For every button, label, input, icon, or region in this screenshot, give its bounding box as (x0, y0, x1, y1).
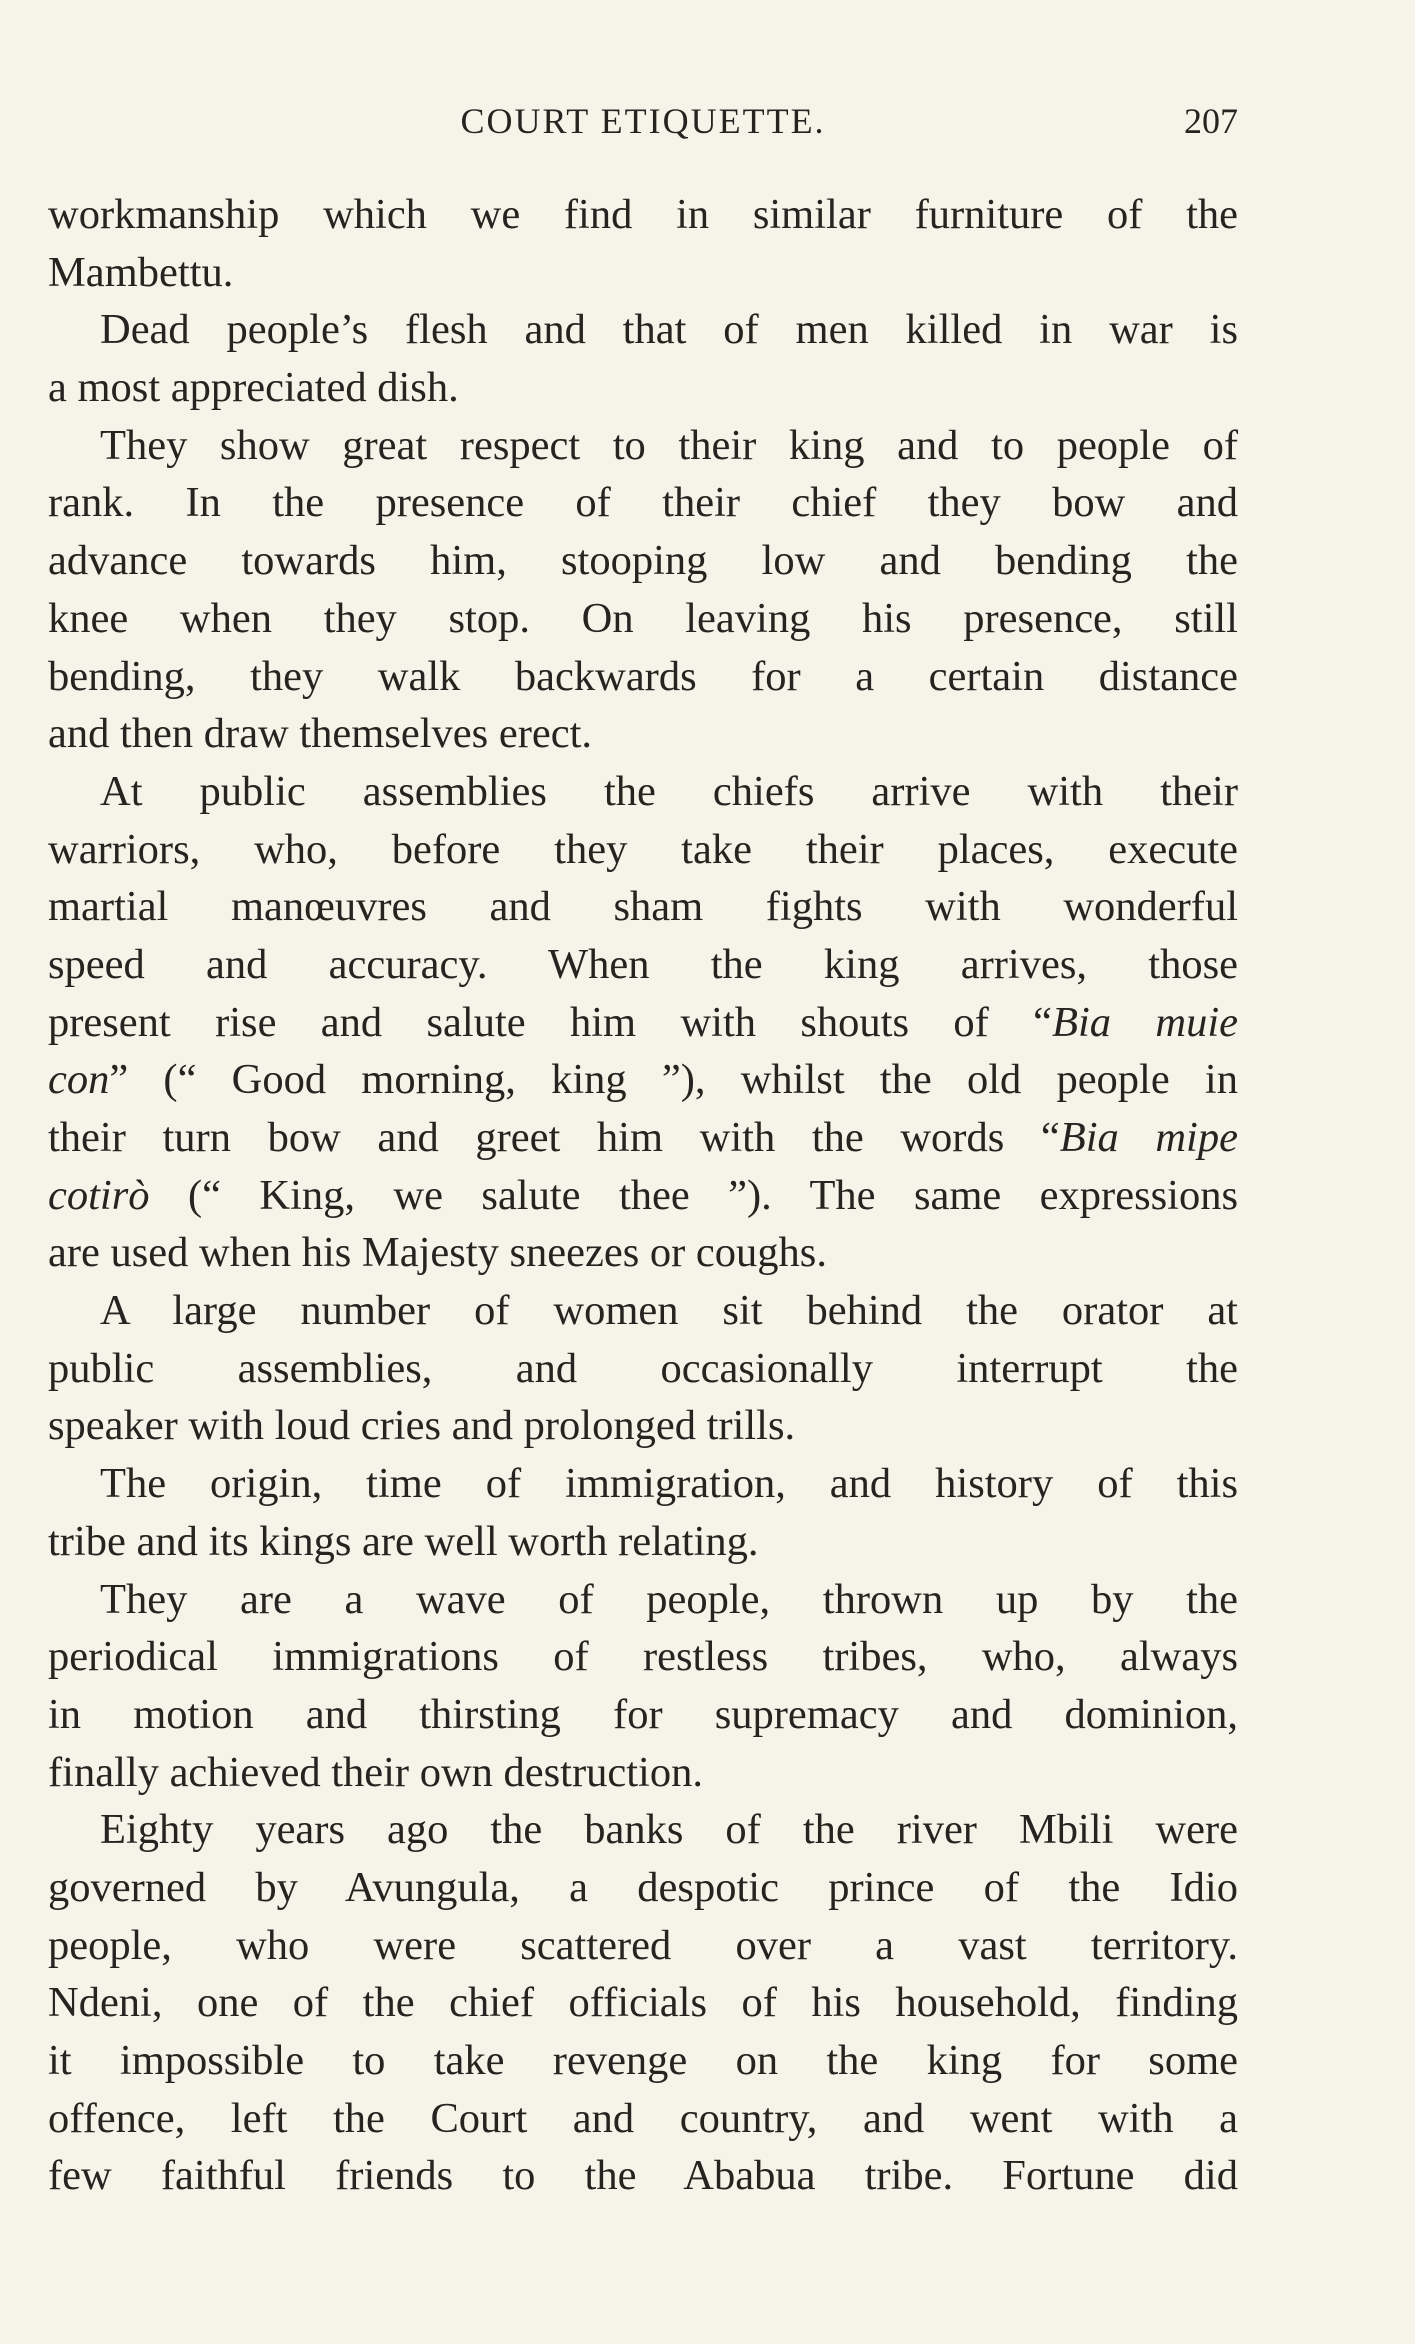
text-line: tribe and its kings are well worth relating. (48, 1517, 759, 1565)
text-line (48, 994, 1238, 1052)
text-line: knee when they stop. On leaving his presence, still (48, 594, 1238, 642)
text-line: public assemblies, and occasionally interrupt the (48, 1344, 1238, 1392)
text-line: martial manœuvres and sham fights with wonderful (48, 883, 1238, 931)
text-line: Dead people’s flesh and that of men killed in war is (100, 306, 1238, 354)
text-segment: ” (“ Good morning, king ”), whilst the old people in (109, 1056, 1238, 1104)
body-text (48, 186, 1238, 2205)
text-line: and then draw themselves erect. (48, 710, 593, 758)
page-header (48, 100, 1238, 160)
text-line: Eighty years ago the banks of the river Mbili were (100, 1806, 1238, 1854)
text-line: in motion and thirsting for supremacy and dominion, (48, 1690, 1238, 1738)
text-line (48, 1051, 1238, 1109)
text-line: speaker with loud cries and prolonged trills. (48, 1402, 796, 1450)
text-line: At public assemblies the chiefs arrive with their (100, 767, 1238, 815)
text-line (48, 1167, 1238, 1225)
text-line (48, 1109, 1238, 1167)
native-phrase: Bia mipe (1059, 1114, 1238, 1161)
text-segment: their turn bow and greet him with the words “ (48, 1114, 1060, 1161)
text-line: bending, they walk backwards for a certain distance (48, 652, 1238, 700)
text-line: periodical immigrations of restless tribes, who, always (48, 1633, 1238, 1681)
text-line: a most appreciated dish. (48, 364, 459, 412)
text-line: governed by Avungula, a despotic prince of the Idio (48, 1863, 1238, 1911)
text-line: finally achieved their own destruction. (48, 1748, 703, 1796)
text-line: warriors, who, before they take their places, execute (48, 825, 1238, 873)
text-line: They show great respect to their king and to people of (100, 421, 1238, 469)
text-line: advance towards him, stooping low and bending the (48, 537, 1238, 585)
text-line: are used when his Majesty sneezes or coughs. (48, 1229, 827, 1277)
text-line: people, who were scattered over a vast territory. (48, 1921, 1238, 1969)
native-phrase: con (48, 1056, 110, 1104)
text-segment: present rise and salute him with shouts of “ (48, 998, 1052, 1046)
text-line: rank. In the presence of their chief they bow and (48, 479, 1238, 527)
text-segment: (“ King, we salute thee ”). The same expressions (149, 1171, 1238, 1219)
page-number: 207 (1184, 101, 1238, 141)
native-phrase: Bia muie (1052, 998, 1238, 1046)
text-line: Mambettu. (48, 248, 234, 296)
text-line: The origin, time of immigration, and history of this (100, 1460, 1238, 1508)
text-line: workmanship which we find in similar furniture of the (48, 191, 1238, 238)
text-line: offence, left the Court and country, and went with a (48, 2094, 1238, 2142)
text-line: speed and accuracy. When the king arrives, those (48, 940, 1238, 988)
running-head: COURT ETIQUETTE. (460, 101, 826, 141)
text-line: it impossible to take revenge on the king for some (48, 2037, 1238, 2084)
text-line: few faithful friends to the Ababua tribe. Fortune did (48, 2152, 1238, 2200)
native-phrase: cotirò (48, 1171, 150, 1219)
text-line: Ndeni, one of the chief officials of his household, finding (48, 1979, 1238, 2027)
text-line: A large number of women sit behind the orator at (100, 1287, 1238, 1335)
text-line: They are a wave of people, thrown up by the (100, 1575, 1238, 1623)
